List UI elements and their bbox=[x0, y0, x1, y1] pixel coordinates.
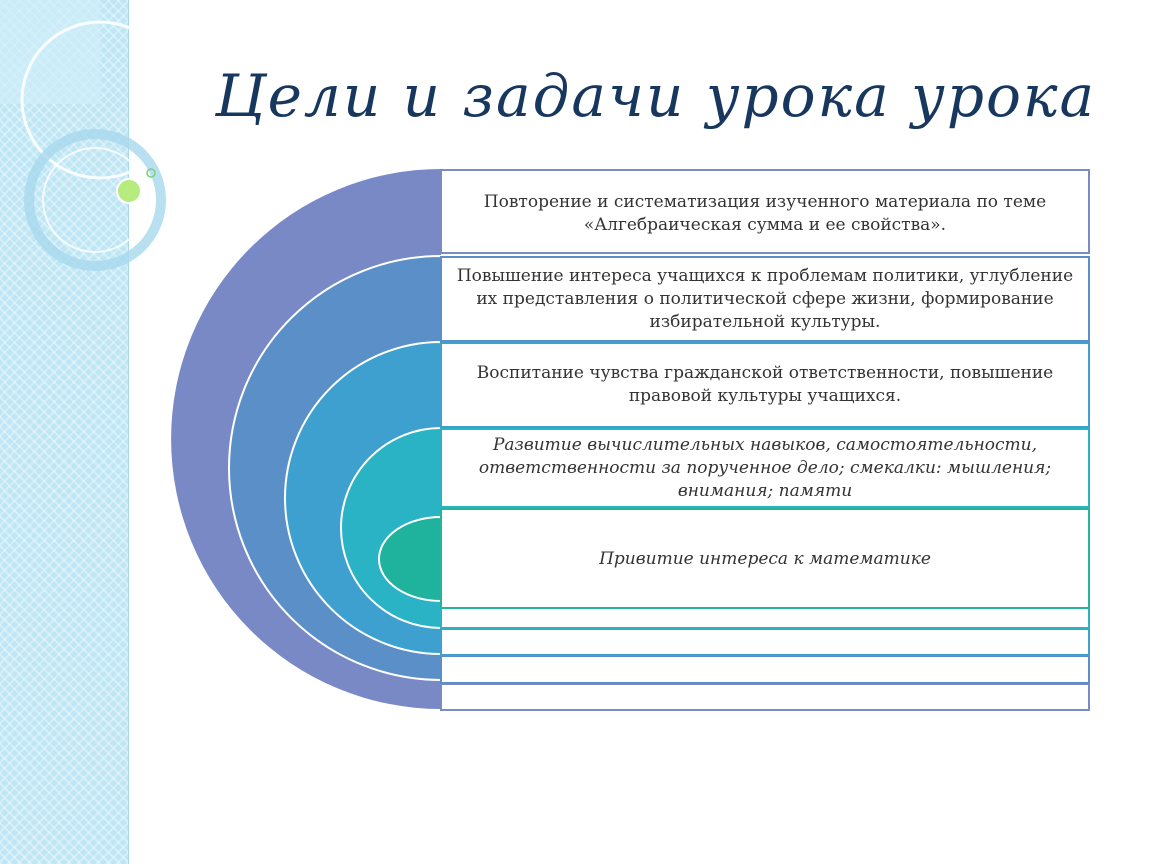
goal-text-3: Воспитание чувства гражданской ответственности, повышение правовой культуры учащихся. bbox=[476, 363, 1054, 406]
box-strip-2 bbox=[440, 656, 1090, 684]
box-strip-4 bbox=[440, 609, 1090, 629]
goal-box-4 bbox=[440, 428, 1090, 508]
box-strip-1 bbox=[440, 684, 1090, 711]
goal-box-2 bbox=[440, 256, 1090, 342]
goal-box-5 bbox=[440, 508, 1090, 609]
goal-text-5: Привитие интереса к математике bbox=[599, 549, 931, 569]
goal-text-2: Повышение интереса учащихся к проблемам политики, углубление их представления о политической сфере жизни, формирование избирательной культуры. bbox=[456, 265, 1074, 332]
goal-box-3 bbox=[440, 342, 1090, 428]
goal-box-1 bbox=[440, 169, 1090, 254]
box-strip-3 bbox=[440, 629, 1090, 656]
slide-title: Цели и задачи урока урока bbox=[215, 62, 1097, 130]
goal-text-4: Развитие вычислительных навыков, самостоятельности, ответственности за порученное дело; смекалки: мышления; внимания; памяти bbox=[478, 435, 1052, 501]
goal-text-1: Повторение и систематизация изученного материала по теме «Алгебраическая сумма и ее свойства». bbox=[483, 192, 1047, 235]
